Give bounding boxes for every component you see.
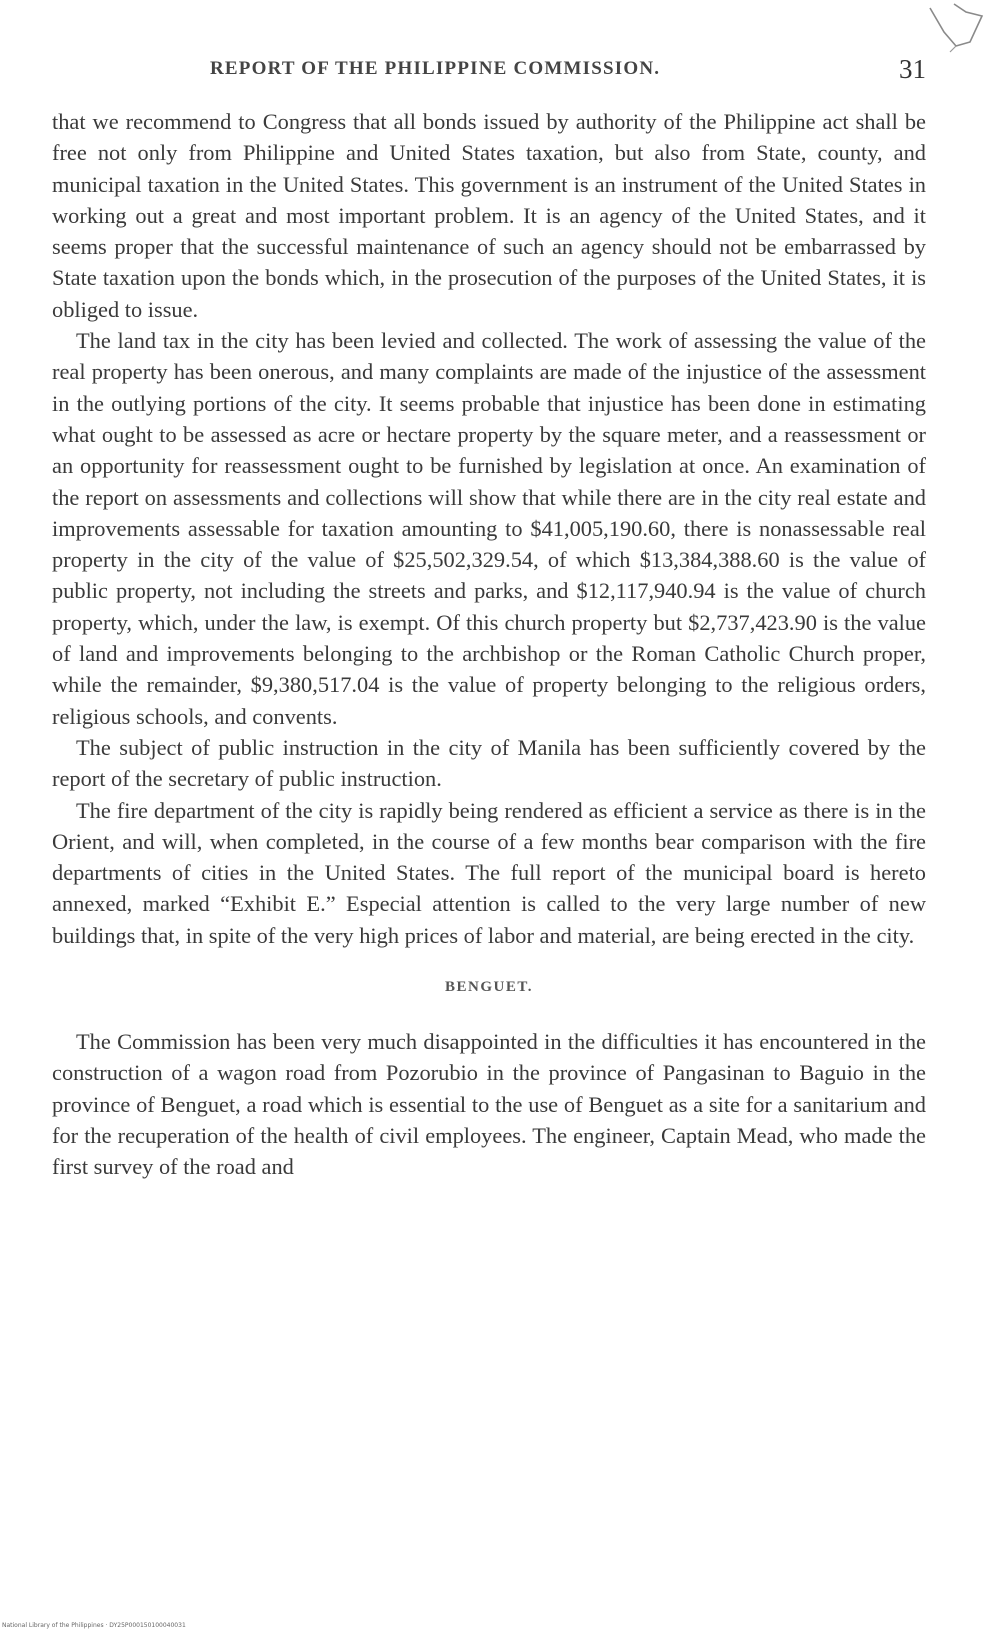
page-corner-mark: [926, 2, 986, 54]
page-header: [52, 54, 926, 92]
running-head: REPORT OF THE PHILIPPINE COMMISSION.: [210, 58, 661, 79]
paragraph: that we recommend to Congress that all bonds issued by authority of the Philippine act shall be free not only from Philippine and United States taxation, but also from State, county, and municipal taxation in the United States. This government is an instrument of the United States in working out a great and most important problem. It is an agency of the United States, and it seems proper that the successful maintenance of such an agency should not be embarrassed by State taxation upon the bonds which, in the prosecution of the purposes of the United States, it is obliged to issue.: [52, 109, 926, 322]
paragraph: The land tax in the city has been levied and collected. The work of assessing the value of the real property has been onerous, and many complaints are made of the injustice of the assessment in the outlying portions of the city. It seems probable that injustice has been done in estimating what ought to be assessed as acre or hectare property by the square meter, and a reassessment or an opportunity for reassessment ought to be furnished by legislation at once. An examination of the report on assessments and collections will show that while there are in the city real estate and improvements assessable for taxation amounting to $41,005,190.60, there is nonassessable real property in the city of the value of $25,502,329.54, of which $13,384,388.60 is the value of public property, not including the streets and parks, and $12,117,940.94 is the value of church property, which, under the law, is exempt. Of this church property but $2,737,423.90 is the value of land and improvements belonging to the archbishop or the Roman Catholic Church proper, while the remainder, $9,380,517.04 is the value of property belonging to the religious orders, religious schools, and convents.: [52, 328, 926, 729]
page-number: 31: [899, 54, 926, 84]
paragraph: The fire department of the city is rapidly being rendered as efficient a service as there is in the Orient, and will, when completed, in the course of a few months bear comparison with the fire departments of cities in the United States. The full report of the municipal board is hereto annexed, marked “Exhibit E.” Especial attention is called to the very large number of new buildings that, in spite of the very high prices of labor and material, are being erected in the city.: [52, 797, 926, 948]
paragraph: The Commission has been very much disappointed in the difficulties it has encountered in the construction of a wagon road from Pozorubio in the province of Pangasinan to Baguio in the province of Benguet, a road which is essential to the use of Benguet as a site for a sanitarium and for the recuperation of the health of civil employees. The engineer, Captain Mead, who made the first survey of the road and: [52, 1029, 926, 1180]
section-heading: BENGUET.: [445, 979, 533, 996]
body-text: [52, 106, 926, 1183]
footer-credit: National Library of the Philippines · DY25P000150100040031: [2, 1622, 186, 1629]
paragraph: The subject of public instruction in the city of Manila has been sufficiently covered by the report of the secretary of public instruction.: [52, 734, 926, 792]
